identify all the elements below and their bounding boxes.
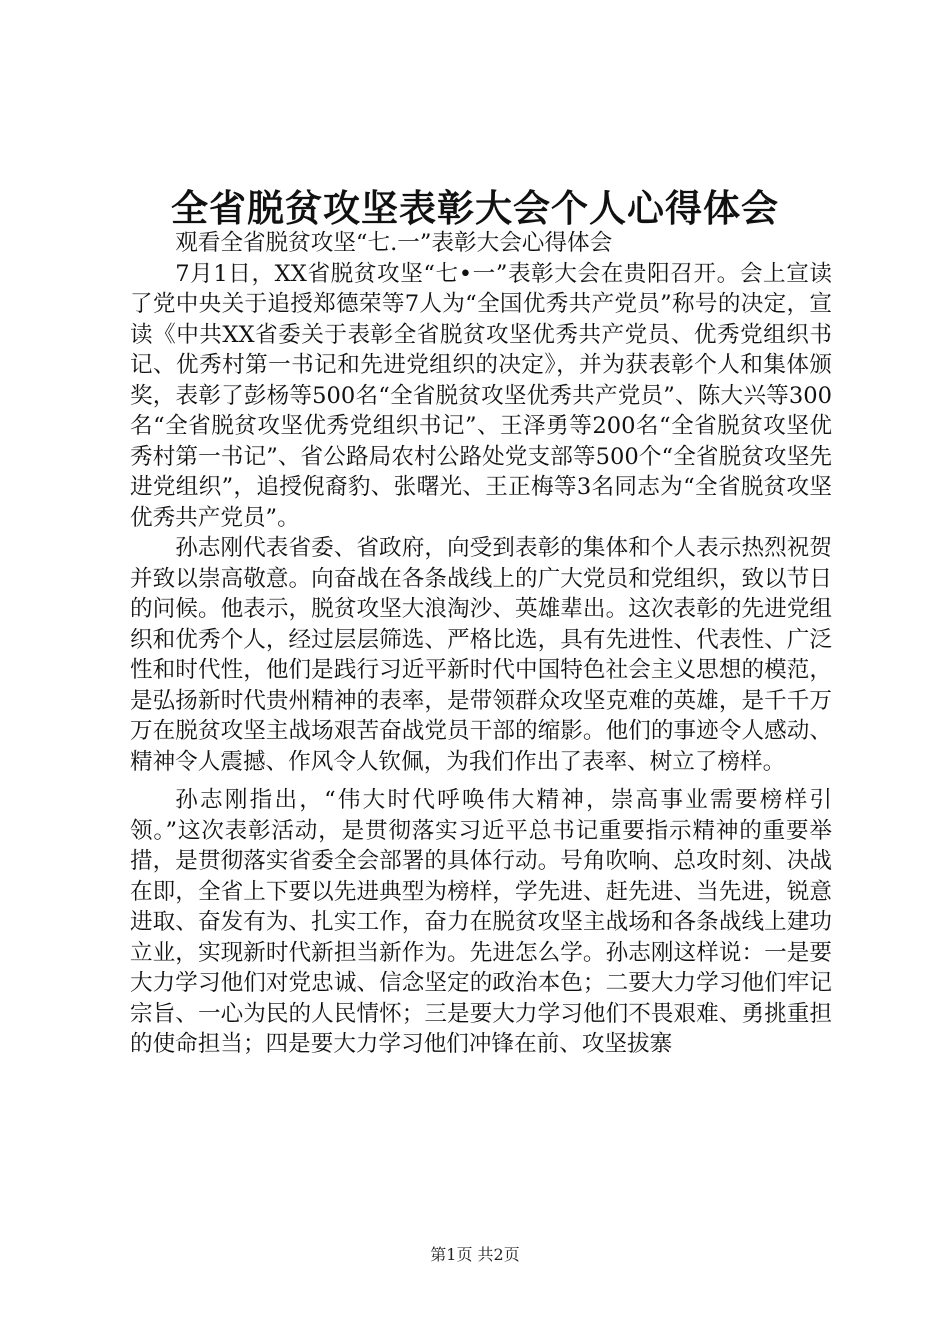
paragraph-1: 7月1日，XX省脱贫攻坚“七•一”表彰大会在贵阳召开。会上宣读了党中央关于追授郑德荣等7人为“全国优秀共产党员”称号的决定，宣读《中共XX省委关于表彰全省脱贫攻坚优秀共产党员、优秀党组织书记、优秀村第一书记和先进党组织的决定》，并为获表彰个人和集体颁奖，表彰了彭杨等500名“全省脱贫攻坚优秀共产党员”、陈大兴等300名“全省脱贫攻坚优秀党组织书记”、王泽勇等200名“全省脱贫攻坚优秀村第一书记”、省公路局农村公路处党支部等500个“全省脱贫攻坚先进党组织”，追授倪裔豹、张曙光、王正梅等3名同志为“全省脱贫攻坚优秀共产党员”。: [130, 260, 832, 531]
paragraph-2: 孙志刚代表省委、省政府，向受到表彰的集体和个人表示热烈祝贺并致以崇高敬意。向奋战在各条战线上的广大党员和党组织，致以节日的问候。他表示，脱贫攻坚大浪淘沙、英雄辈出。这次表彰的先进党组织和优秀个人，经过层层筛选、严格比选，具有先进性、代表性、广泛性和时代性，他们是践行习近平新时代中国特色社会主义思想的模范，是弘扬新时代贵州精神的表率，是带领群众攻坚克难的英雄，是千千万万在脱贫攻坚主战场艰苦奋战党员干部的缩影。他们的事迹令人感动、精神令人震撼、作风令人钦佩，为我们作出了表率、树立了榜样。: [130, 535, 832, 775]
paragraph-subtitle: 观看全省脱贫攻坚“七.一”表彰大会心得体会: [175, 230, 613, 256]
document-title: 全省脱贫攻坚表彰大会个人心得体会: [171, 186, 779, 230]
paragraph-3: 孙志刚指出，“伟大时代呼唤伟大精神，崇高事业需要榜样引领。”这次表彰活动，是贯彻落实习近平总书记重要指示精神的重要举措，是贯彻落实省委全会部署的具体行动。号角吹响、总攻时刻、决战在即，全省上下要以先进典型为榜样，学先进、赶先进、当先进，锐意进取、奋发有为、扎实工作，奋力在脱贫攻坚主战场和各条战线上建功立业，实现新时代新担当新作为。先进怎么学。孙志刚这样说：一是要大力学习他们对党忠诚、信念坚定的政治本色；二要大力学习他们牢记宗旨、一心为民的人民情怀；三是要大力学习他们不畏艰难、勇挑重担的使命担当；四是要大力学习他们冲锋在前、攻坚拔寨: [130, 787, 832, 1057]
document-body: [130, 228, 832, 1060]
page-number-footer: 第1页 共2页: [430, 1245, 520, 1264]
